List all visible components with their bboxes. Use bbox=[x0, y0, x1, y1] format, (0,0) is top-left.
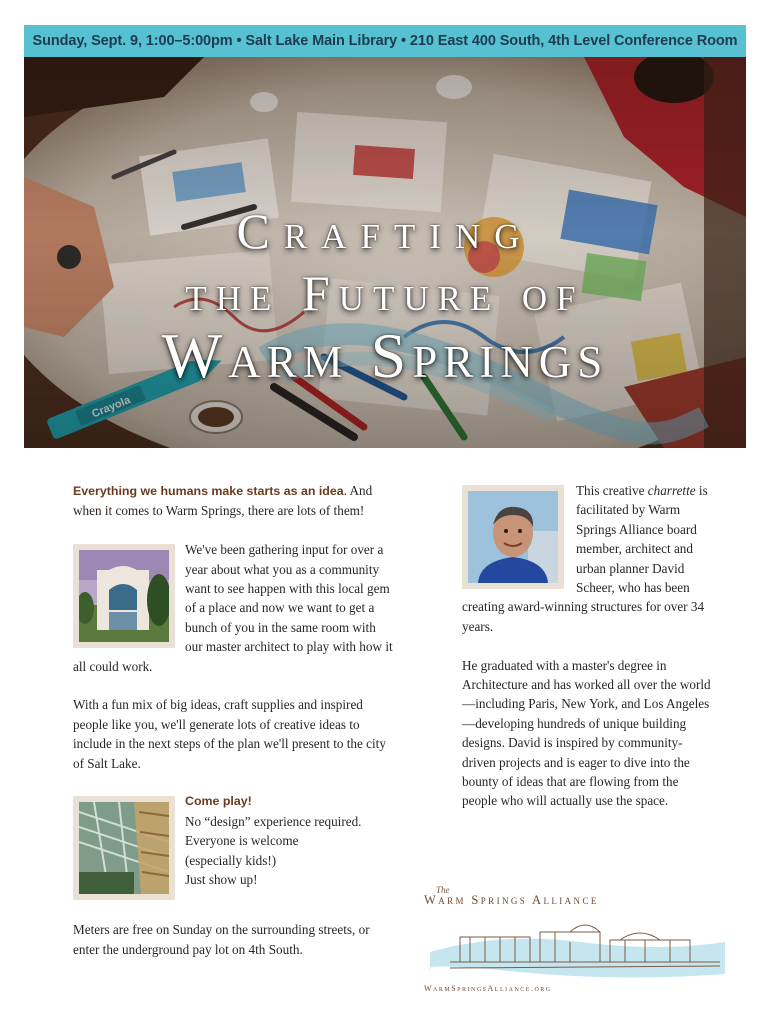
intro-lead: Everything we humans make starts as an idea bbox=[73, 484, 344, 498]
parking-paragraph: Meters are free on Sunday on the surrounding streets, or enter the underground pay lot on 4th South. bbox=[73, 922, 370, 957]
come-play-line-2: Everyone is welcome bbox=[185, 833, 299, 849]
hero-title-line-2: the Future of bbox=[185, 265, 585, 321]
bathhouse-building-image bbox=[79, 550, 169, 642]
gathering-paragraph: We've been gathering input for over a year about what you as a community want to see happen with this local gem of a place and now we want to get a bunch of you in the same room with our master architect to play with how it all could work. bbox=[73, 542, 393, 674]
event-details-banner: Sunday, Sept. 9, 1:00–5:00pm • Salt Lake Main Library • 210 East 400 South, 4th Level Conference Room bbox=[24, 25, 746, 57]
david-scheer-portrait bbox=[468, 491, 558, 583]
gathering-section bbox=[73, 540, 393, 676]
come-play-line-3: (especially kids!) bbox=[185, 852, 277, 868]
logo-the: The bbox=[436, 885, 450, 895]
fun-mix-paragraph: With a fun mix of big ideas, craft supplies and inspired people like you, we'll generate lots of creative ideas to include in the next steps of the plan we'll present to the city of Salt Lake. bbox=[73, 697, 386, 771]
bathhouse-sketch-icon bbox=[420, 912, 730, 982]
portrait-photo bbox=[462, 485, 564, 589]
intro-paragraph bbox=[73, 481, 393, 521]
logo-name: Warm Springs Alliance bbox=[424, 893, 599, 907]
left-column bbox=[73, 481, 393, 979]
come-play-line-1: No “design” experience required. bbox=[185, 813, 362, 829]
interior-photo bbox=[73, 796, 175, 900]
facilitator-section bbox=[462, 481, 712, 636]
glass-atrium-image bbox=[79, 802, 169, 894]
facilitator-text-pre: This creative bbox=[576, 483, 648, 498]
hero-title-line-3: Warm Springs bbox=[161, 320, 609, 391]
come-play-section bbox=[73, 792, 393, 906]
alliance-website: WarmSpringsAlliance.org bbox=[424, 984, 552, 993]
intro-rest: . And when it comes to Warm Springs, there are lots of them! bbox=[73, 483, 373, 519]
alliance-logo bbox=[420, 885, 730, 982]
building-photo bbox=[73, 544, 175, 648]
bio-paragraph: He graduated with a master's degree in Architecture and has worked all over the world—including Paris, New York, and Los Angeles—developing hundreds of unique building designs. David is inspired by community-driven projects and is eager to dive into the bounty of ideas that are flowing from the people who will actually use the space. bbox=[462, 657, 711, 809]
come-play-heading: Come play! bbox=[185, 794, 252, 809]
hero-image bbox=[24, 57, 746, 448]
charrette-term: charrette bbox=[647, 483, 696, 498]
facilitator-text-post: is facilitated by Warm Springs Alliance board member, architect and urban planner David Scheer, who has been creating award-winning structures for over 34 years. bbox=[462, 483, 708, 634]
right-column bbox=[462, 481, 712, 830]
come-play-line-4: Just show up! bbox=[185, 872, 258, 888]
hero-title-line-1: Crafting bbox=[236, 203, 534, 259]
